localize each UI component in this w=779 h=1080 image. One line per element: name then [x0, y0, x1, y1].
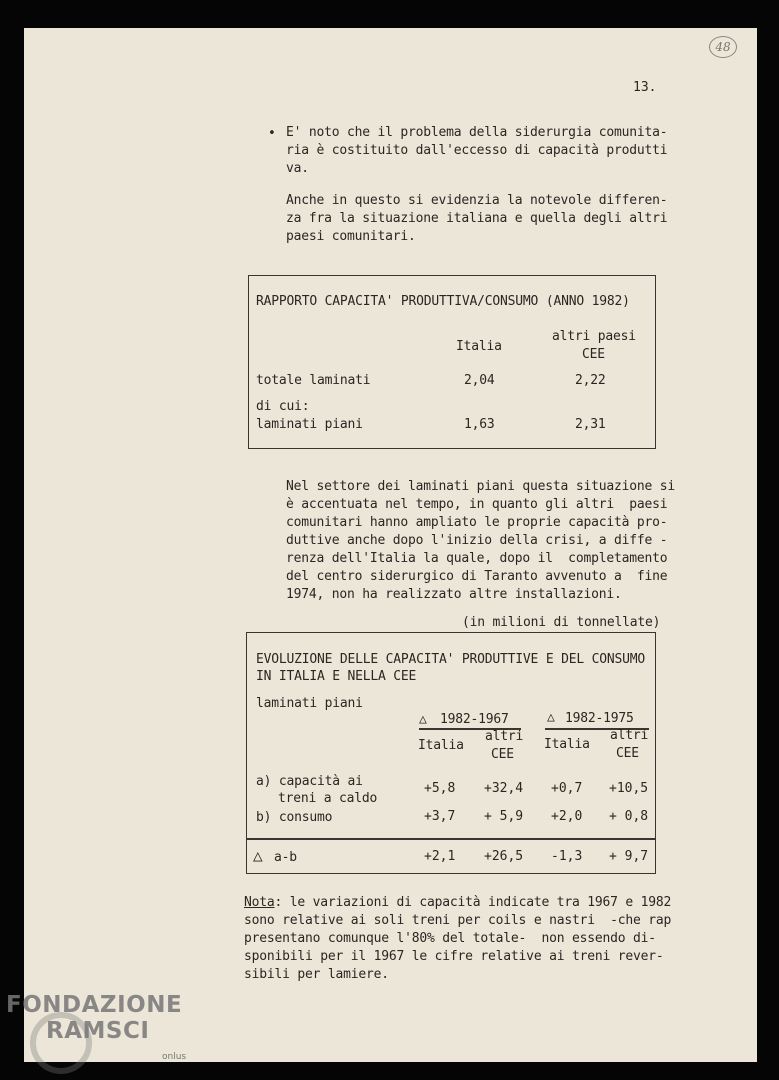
- intro-line: va.: [286, 161, 309, 176]
- table1-col-altri: altri paesi: [552, 329, 636, 344]
- table2-col-italia: Italia: [544, 737, 590, 752]
- table2-cell: +2,1: [424, 849, 456, 864]
- nota-line: sono relative ai soli treni per coils e nastri -che rap: [244, 913, 672, 928]
- watermark-line2: RAMSCI: [46, 1018, 150, 1044]
- delta-icon: △: [253, 846, 263, 865]
- table2-cell: + 0,8: [609, 809, 649, 824]
- nota-line: sibili per lamiere.: [244, 967, 389, 982]
- archive-stamp: 48: [709, 36, 737, 58]
- table2-col-cee: CEE: [616, 746, 639, 761]
- nota-text: : le variazioni di capacità indicate tra 1967 e 1982: [274, 895, 672, 910]
- page-number: 13.: [633, 80, 657, 95]
- table2-title: IN ITALIA E NELLA CEE: [256, 669, 417, 684]
- table2-cell: -1,3: [551, 849, 583, 864]
- table2-cell: +3,7: [424, 809, 456, 824]
- table2-col-cee: CEE: [491, 747, 514, 762]
- watermark-onlus: onlus: [162, 1052, 187, 1062]
- table1-cell: 2,04: [464, 373, 495, 388]
- intro-line: E' noto che il problema della siderurgia comunita-: [286, 125, 668, 140]
- intro-line: ria è costituito dall'eccesso di capacità produtti: [286, 143, 668, 158]
- table1-title: RAPPORTO CAPACITA' PRODUTTIVA/CONSUMO (ANNO 1982): [256, 294, 630, 309]
- nota-line: [244, 894, 671, 912]
- table2-row-label: a) capacità ai: [256, 774, 363, 789]
- table1-cell: 1,63: [464, 417, 495, 432]
- table2-title: EVOLUZIONE DELLE CAPACITA' PRODUTTIVE E DEL CONSUMO: [256, 652, 645, 667]
- table1-row-label: laminati piani: [256, 417, 363, 432]
- body-line: 1974, non ha realizzato altre installazioni.: [286, 587, 622, 602]
- table2-cell: +0,7: [551, 781, 583, 796]
- intro-para2-line: za fra la situazione italiana e quella degli altri: [286, 211, 668, 226]
- table2-cell: +26,5: [484, 849, 524, 864]
- unit-note: (in milioni di tonnellate): [462, 615, 661, 630]
- table1-col-italia: Italia: [456, 339, 502, 354]
- table2-row-label: treni a caldo: [278, 791, 378, 806]
- bullet: •: [268, 126, 276, 141]
- nota-label: Nota: [244, 895, 275, 910]
- intro-para2-line: Anche in questo si evidenzia la notevole differen-: [286, 193, 668, 208]
- fondazione-gramsci-watermark: [6, 992, 182, 1044]
- table2-col-italia: Italia: [418, 738, 464, 753]
- table2-total-label: a-b: [274, 850, 297, 865]
- capacity-ratio-table: [248, 275, 656, 449]
- intro-para2-line: paesi comunitari.: [286, 229, 416, 244]
- body-line: comunitari hanno ampliato le proprie capacità pro-: [286, 515, 668, 530]
- document-page: [24, 28, 757, 1062]
- body-line: Nel settore dei laminati piani questa situazione si: [286, 479, 675, 494]
- table2-cell: +32,4: [484, 781, 524, 796]
- table2-row-label: b) consumo: [256, 810, 333, 825]
- table2-cell: +2,0: [551, 809, 583, 824]
- table1-cell: 2,31: [575, 417, 606, 432]
- delta-icon: △: [547, 710, 555, 725]
- table2-col-altri: altri: [485, 729, 524, 744]
- delta-icon: △: [419, 712, 427, 727]
- table2-cell: +5,8: [424, 781, 456, 796]
- nota-line: presentano comunque l'80% del totale- non essendo di-: [244, 931, 656, 946]
- table2-cell: + 5,9: [484, 809, 524, 824]
- total-separator: [247, 838, 655, 840]
- table1-col-cee: CEE: [582, 347, 605, 362]
- nota-line: sponibili per il 1967 le cifre relative ai treni rever-: [244, 949, 664, 964]
- table2-period: 1982-1975: [565, 711, 634, 726]
- body-line: duttive anche dopo l'inizio della crisi, a diffe -: [286, 533, 668, 548]
- table1-dicui: di cui:: [256, 399, 310, 414]
- table2-cell: + 9,7: [609, 849, 649, 864]
- table2-period: 1982-1967: [440, 712, 509, 727]
- body-line: renza dell'Italia la quale, dopo il completamento: [286, 551, 668, 566]
- table2-subtitle: laminati piani: [256, 696, 363, 711]
- table1-cell: 2,22: [575, 373, 606, 388]
- table1-row-label: totale laminati: [256, 373, 371, 388]
- body-line: del centro siderurgico di Taranto avvenuto a fine: [286, 569, 668, 584]
- table2-col-altri: altri: [610, 728, 649, 743]
- table2-cell: +10,5: [609, 781, 649, 796]
- body-line: è accentuata nel tempo, in quanto gli altri paesi: [286, 497, 668, 512]
- evolution-table: [246, 632, 656, 874]
- watermark-line1: FONDAZIONE: [6, 992, 183, 1018]
